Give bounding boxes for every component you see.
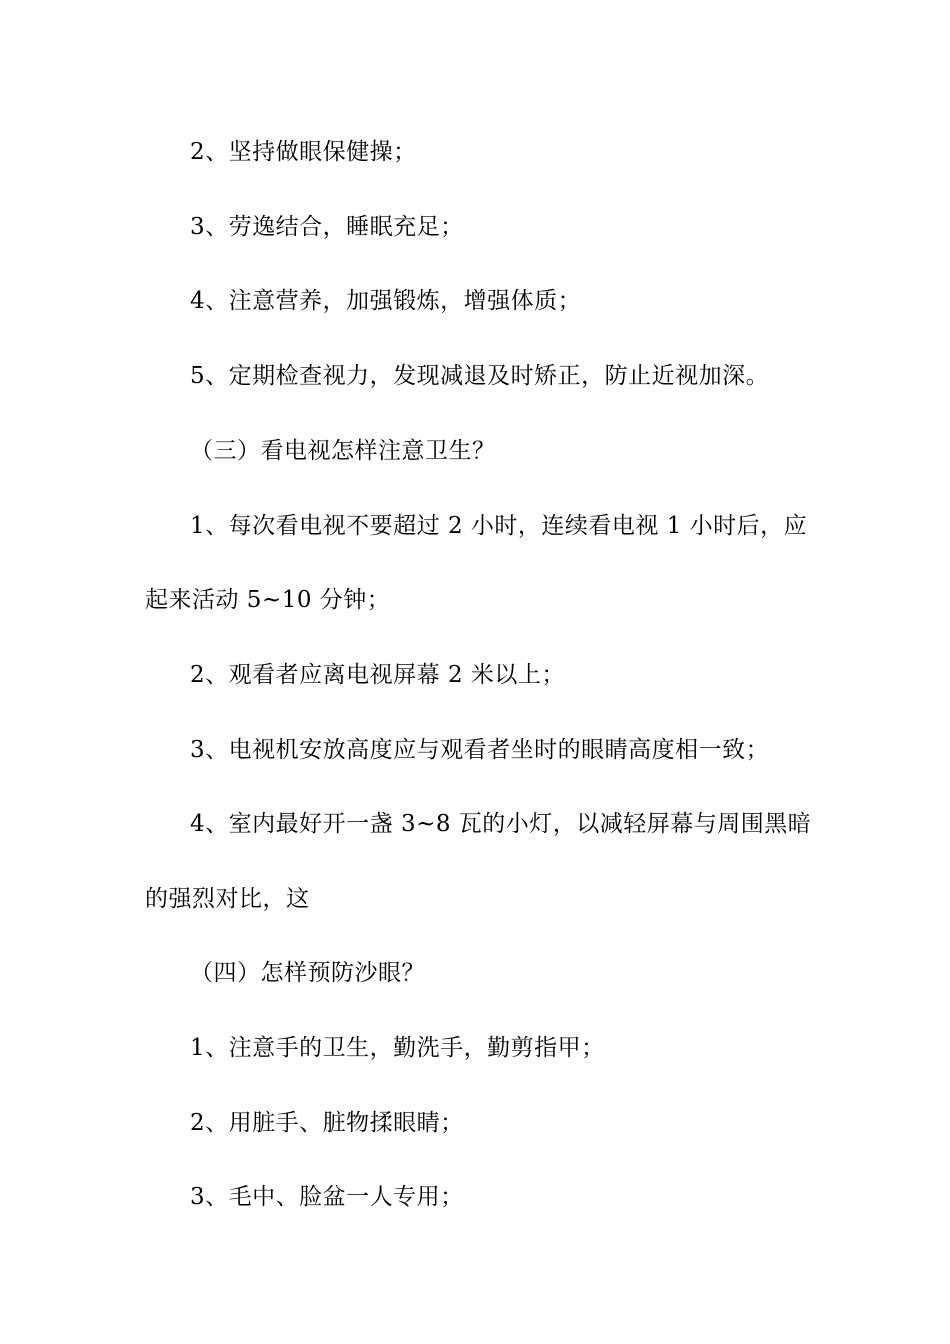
list-item-nutrition: 4、注意营养，加强锻炼，增强体质； [190, 288, 582, 314]
list-item-hand-hygiene: 1、注意手的卫生，勤洗手，勤剪指甲； [190, 1035, 605, 1061]
list-item-rest-sleep: 3、劳逸结合，睡眠充足； [190, 214, 464, 240]
list-item-tv-height: 3、电视机安放高度应与观看者坐时的眼睛高度相一致； [190, 737, 770, 763]
list-item-personal-towel: 3、毛中、脸盆一人专用； [190, 1184, 464, 1210]
list-item-tv-duration: 1、每次看电视不要超过 2 小时，连续看电视 1 小时后，应 [190, 513, 808, 539]
list-item-room-light-cont: 的强烈对比，这 [145, 886, 310, 912]
section-heading-tv-hygiene: （三）看电视怎样注意卫生？ [190, 438, 496, 464]
list-item-vision-check: 5、定期检查视力，发现减退及时矫正，防止近视加深。 [190, 363, 770, 389]
list-item-tv-distance: 2、观看者应离电视屏幕 2 米以上； [190, 662, 565, 688]
list-item-dirty-hands: 2、用脏手、脏物揉眼睛； [190, 1110, 464, 1136]
list-item-tv-duration-cont: 起来活动 5~10 分钟； [145, 587, 391, 613]
list-item-eye-exercise: 2、坚持做眼保健操； [190, 139, 417, 165]
list-item-room-light: 4、室内最好开一盏 3~8 瓦的小灯，以减轻屏幕与周围黑暗 [190, 811, 812, 837]
section-heading-trachoma: （四）怎样预防沙眼？ [190, 960, 425, 986]
